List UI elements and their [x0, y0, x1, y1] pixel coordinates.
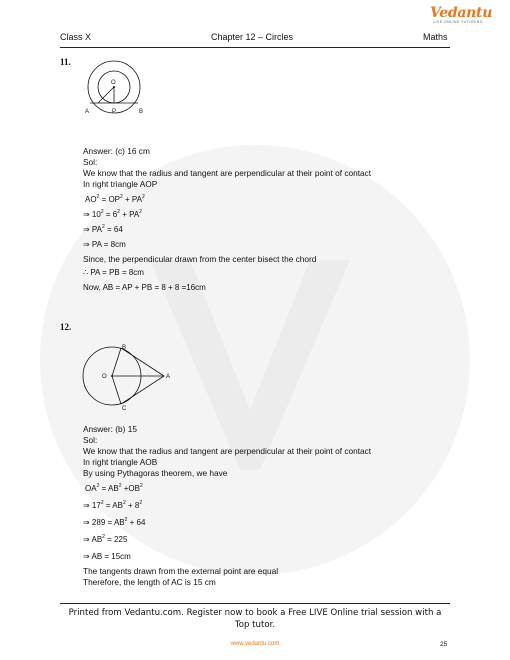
- sup: 2: [142, 194, 145, 200]
- sup: 2: [96, 483, 100, 489]
- q12-label-a: A: [166, 374, 171, 380]
- sup: 2: [100, 209, 104, 215]
- q11-eq2: [83, 209, 142, 220]
- q12-eq1-a: OA: [85, 484, 97, 493]
- q12-eq2-a: ⇒ 17: [83, 501, 101, 510]
- q11-line3: Since, the perpendicular drawn from the center bisect the chord: [83, 254, 317, 264]
- page-number: 25: [440, 641, 448, 648]
- q11-eq6: Now, AB = AP + PB = 8 + 8 =16cm: [83, 283, 206, 292]
- sup: 2: [139, 500, 143, 506]
- q12-line4: The tangents drawn from the external point are equal: [83, 566, 279, 576]
- vedantu-logo: [430, 5, 493, 25]
- q11-eq2-c: + PA: [119, 210, 140, 219]
- q12-eq4-b: = 225: [104, 535, 128, 544]
- question-11-number: 11.: [60, 57, 71, 67]
- sup: 2: [117, 209, 120, 215]
- q12-figure: [80, 338, 175, 414]
- q11-eq2-a: ⇒ 10: [83, 210, 101, 219]
- q12-line3: By using Pythagoras theorem, we have: [83, 468, 228, 478]
- q11-eq3-a: ⇒ PA: [83, 225, 103, 234]
- q11-line2: In right triangle AOP: [83, 179, 158, 189]
- q12-eq2-b: = AB: [103, 501, 123, 510]
- q12-line1: We know that the radius and tangent are perpendicular at their point of contact: [83, 446, 372, 456]
- q12-sol: Sol:: [83, 435, 98, 445]
- q12-eq1-c: +OB: [121, 484, 140, 493]
- q11-eq3: [83, 224, 123, 235]
- q12-eq4-a: ⇒ AB: [83, 535, 103, 544]
- logo-tagline: LIVE ONLINE TUTORING: [433, 20, 483, 24]
- q11-eq1-a: AO: [85, 195, 97, 204]
- q11-eq1-c: + PA: [122, 195, 143, 204]
- footer-promo-line1: Printed from Vedantu.com. Register now to book a Free LIVE Online trial session with a: [68, 608, 442, 618]
- q11-eq3-b: = 64: [104, 225, 123, 234]
- q11-answer: Answer: (c) 16 cm: [83, 146, 150, 156]
- q11-eq1-b: = OP: [99, 195, 121, 204]
- q11-eq2-b: = 6: [103, 210, 118, 219]
- q11-label-a: A: [85, 109, 90, 115]
- q11-label-o: O: [111, 80, 116, 86]
- header-rule: [60, 47, 450, 48]
- q11-label-b: B: [139, 109, 144, 115]
- sup: 2: [118, 483, 122, 489]
- sup: 2: [96, 194, 100, 200]
- q12-line5: Therefore, the length of AC is 15 cm: [83, 577, 216, 587]
- q11-sol: Sol:: [83, 157, 98, 167]
- footer-promo-line2: Top tutor.: [234, 620, 276, 630]
- q12-label-c: C: [122, 406, 127, 412]
- q11-figure: [80, 60, 160, 122]
- q12-eq1-b: = AB: [99, 484, 119, 493]
- q12-eq1: [85, 483, 143, 494]
- q12-eq3: [83, 517, 145, 528]
- q11-eq1: [85, 194, 145, 205]
- sup: 2: [100, 500, 104, 506]
- sup: 2: [120, 194, 123, 200]
- chapter-label: Chapter 12 – Circles: [211, 32, 294, 42]
- q12-answer: Answer: (b) 15: [83, 424, 137, 434]
- q11-eq4: ⇒ PA = 8cm: [83, 240, 126, 249]
- q12-eq5: ⇒ AB = 15cm: [83, 552, 131, 561]
- q11-eq5: ∴ PA = PB = 8cm: [83, 268, 144, 277]
- sup: 2: [102, 534, 105, 540]
- q12-eq2-c: + 8: [125, 501, 140, 510]
- footer-url-link[interactable]: www.vedantu.com: [230, 641, 280, 647]
- question-12-number: 12.: [60, 322, 72, 332]
- q12-eq2: [83, 500, 142, 511]
- sup: 2: [124, 517, 128, 523]
- q12-eq4: [83, 534, 127, 545]
- q11-line1: We know that the radius and tangent are perpendicular at their point of contact: [83, 168, 372, 178]
- q11-label-p: P: [112, 109, 117, 115]
- sup: 2: [102, 224, 105, 230]
- logo-word: Vedantu: [430, 5, 493, 21]
- subject-label: Maths: [423, 32, 448, 42]
- sup: 2: [139, 209, 142, 215]
- sup: 2: [122, 500, 126, 506]
- q12-line2: In right triangle AOB: [83, 457, 158, 467]
- q12-eq3-b: + 64: [127, 518, 146, 527]
- q12-label-b: B: [122, 345, 127, 351]
- footer-rule: [60, 603, 450, 604]
- sup: 2: [139, 483, 143, 489]
- q12-label-o: O: [102, 374, 107, 380]
- q12-eq3-a: ⇒ 289 = AB: [83, 518, 125, 527]
- class-label: Class X: [60, 32, 92, 42]
